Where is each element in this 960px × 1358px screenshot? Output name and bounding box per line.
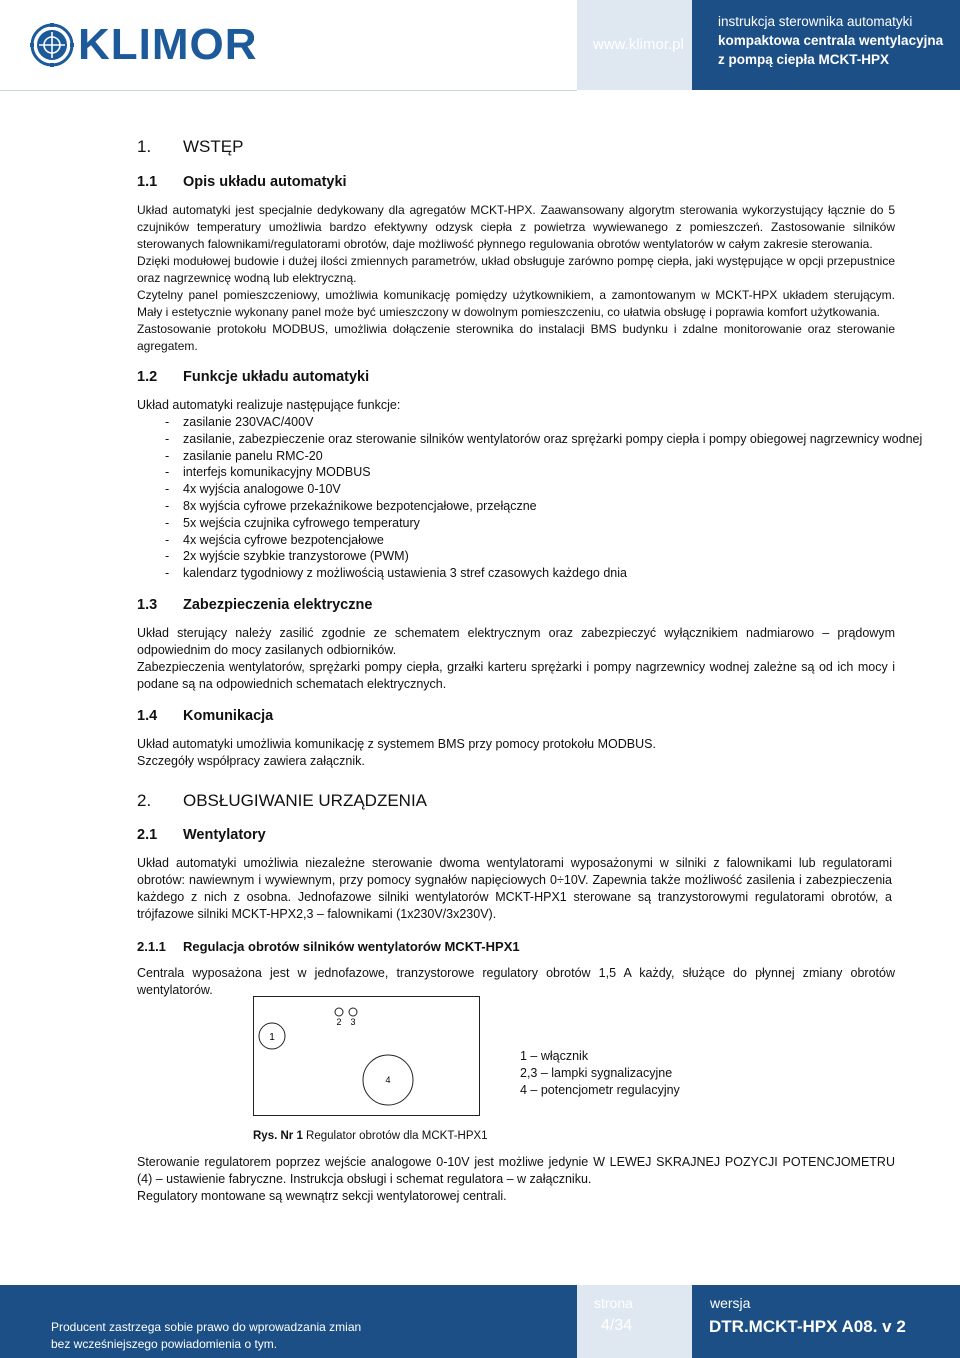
heading-section-1-2 (137, 369, 369, 385)
section-1-1-text (137, 202, 895, 355)
lamp-3-label: 3 (350, 1017, 356, 1027)
heading-section-2 (137, 791, 427, 811)
paragraph: Zabezpieczenia wentylatorów, sprężarki pompy ciepła, grzałki karteru sprężarki i pompy nagrzewnicy wodnej zależne są od ich mocy i podane są na odpowiednich schematach elektrycznych. (137, 660, 895, 691)
figure-caption (253, 1130, 488, 1142)
section-number: 2.1.1 (137, 939, 166, 954)
section-1-2-text (137, 397, 923, 582)
section-title: Regulacja obrotów silników wentylatorów MCKT-HPX1 (183, 939, 520, 954)
section-1-3-text (137, 625, 895, 693)
heading-section-1-4 (137, 708, 273, 724)
heading-section-2-1 (137, 827, 266, 843)
paragraph: Centrala wyposażona jest w jednofazowe, tranzystorowe regulatory obrotów 1,5 A każdy, służące do płynnej zmiany obrotów wentylatorów. (137, 966, 895, 997)
list-item: - 2x wyjście szybkie tranzystorowe (PWM) (137, 548, 895, 565)
section-title: Wentylatory (183, 827, 266, 843)
list-item: - zasilanie 230VAC/400V (137, 414, 895, 431)
paragraph: Sterowanie regulatorem poprzez wejście analogowe 0-10V jest możliwe jedynie W LEWEJ SKRAJNEJ POZYCJI POTENCJOMETRU (4) – ustawienie fabryczne. Instrukcja obsługi i schemat regulatora – w załączniku. (137, 1155, 895, 1186)
paragraph: Układ automatyki jest specjalnie dedykowany dla agregatów MCKT-HPX. Zaawansowany algorytm sterowania wykorzystujący łącznie do 5 czujników temperatury umożliwia bardzo efektywny odzysk ciepła z powietrza wywiewanego z pomieszczeń. Zastosowanie silników sterowanych falownikami/regulatorami obrotów, daje możliwość płynnego regulowania obrotów wentylatorów w całym zakresie sterowania. (137, 203, 895, 251)
website-link[interactable]: www.klimor.pl (593, 36, 684, 53)
lamp-2-circle (335, 1008, 343, 1016)
section-2-1-1-text (137, 1154, 895, 1205)
heading-section-2-1-1 (137, 939, 520, 954)
section-number: 2.1 (137, 827, 158, 843)
version-label: wersja (710, 1295, 751, 1311)
disclaimer-line: bez wcześniejszego powiadomienia o tym. (51, 1337, 278, 1351)
paragraph: Szczegóły współpracy zawiera załącznik. (137, 754, 365, 768)
list-item: - 4x wyjścia analogowe 0-10V (137, 481, 895, 498)
paragraph: Układ automatyki realizuje następujące funkcje: (137, 398, 401, 412)
list-item: - 5x wejścia czujnika cyfrowego temperatury (137, 515, 895, 532)
caption-text: Regulator obrotów dla MCKT-HPX1 (302, 1130, 488, 1142)
legend-item: 2,3 – lampki sygnalizacyjne (520, 1066, 673, 1080)
section-2-1-1-intro (137, 965, 895, 999)
list-item: - 8x wyjścia cyfrowe przekaźnikowe bezpotencjałowe, przełączne (137, 498, 895, 515)
section-title: Komunikacja (183, 708, 274, 724)
page-label: strona (594, 1295, 633, 1311)
paragraph: Układ sterujący należy zasilić zgodnie ze schematem elektrycznym oraz zabezpieczyć wyłącznikiem nadmiarowo – prądowym odpowiednim do mocy zasilanych odbiorników. (137, 626, 895, 657)
header-logo-panel (0, 0, 577, 91)
klimor-logo (30, 22, 258, 68)
section-number: 2. (137, 791, 152, 810)
legend-item: 1 – włącznik (520, 1049, 589, 1063)
section-number: 1.3 (137, 597, 158, 613)
paragraph: Zastosowanie protokołu MODBUS, umożliwia dołączenie sterownika do instalacji BMS budynku i zdalne monitorowanie oraz sterowanie agregatem. (137, 322, 895, 353)
brand-name: KLIMOR (78, 20, 258, 69)
document-title (718, 12, 943, 69)
section-title: Opis układu automatyki (183, 174, 347, 190)
paragraph: Regulatory montowane są wewnątrz sekcji wentylatorowej centrali. (137, 1189, 507, 1203)
page-footer (0, 1285, 960, 1358)
doc-title-line3: z pompą ciepła MCKT-HPX (718, 52, 890, 67)
doc-title-line1: instrukcja sterownika automatyki (718, 14, 913, 29)
list-item: - 4x wejścia cyfrowe bezpotencjałowe (137, 532, 895, 549)
lamp-2-label: 2 (336, 1017, 342, 1027)
heading-section-1 (137, 137, 243, 157)
version-value: DTR.MCKT-HPX A08. v 2 (709, 1317, 906, 1336)
function-list (137, 414, 923, 582)
page-number: 4/34 (601, 1317, 633, 1334)
section-number: 1.4 (137, 708, 158, 724)
section-number: 1.2 (137, 369, 158, 385)
doc-title-line2: kompaktowa centrala wentylacyjna (718, 33, 944, 48)
section-title: WSTĘP (183, 137, 244, 156)
section-title: OBSŁUGIWANIE URZĄDZENIA (183, 791, 428, 810)
paragraph: Dzięki modułowej budowie i dużej ilości zmiennych parametrów, układ obsługuje zarówno pompę ciepła, jaki występujące w opcji przepustnice oraz nagrzewnicę wodną lub elektryczną. (137, 254, 895, 285)
switch-label: 1 (269, 1032, 275, 1043)
list-item: - zasilanie panelu RMC-20 (137, 448, 895, 465)
section-1-4-text (137, 736, 895, 770)
section-number: 1.1 (137, 174, 158, 190)
figure-legend (520, 1048, 680, 1099)
section-2-1-text (137, 855, 892, 923)
paragraph: Układ automatyki umożliwia niezależne sterowanie dwoma wentylatorami wyposażonymi w silniki z falownikami lub regulatorami obrotów: nawiewnym i wywiewnym, przy pomocy sygnałów napięciowych 0÷10V. Zapewnia także możliwość zasilenia i zabezpieczenia każdego z nich z osobna. Jednofazowe silniki wentylatorów MCKT-HPX1 sterowane są tranzystorowymi regulatorami obrotów, a trójfazowe silniki MCKT-HPX2,3 – falownikami (1x230V/3x230V). (137, 856, 892, 921)
regulator-diagram (253, 996, 480, 1116)
legend-item: 4 – potencjometr regulacyjny (520, 1083, 680, 1097)
list-item: - zasilanie, zabezpieczenie oraz sterowanie silników wentylatorów oraz sprężarki pompy ciepła i pompy obiegowej nagrzewnicy wodnej (137, 431, 895, 448)
section-title: Zabezpieczenia elektryczne (183, 597, 373, 613)
list-item: - interfejs komunikacyjny MODBUS (137, 464, 895, 481)
list-item: - kalendarz tygodniowy z możliwością ustawienia 3 stref czasowych każdego dnia (137, 565, 895, 582)
footer-disclaimer (51, 1319, 361, 1353)
section-title: Funkcje układu automatyki (183, 369, 370, 385)
paragraph: Układ automatyki umożliwia komunikację z systemem BMS przy pomocy protokołu MODBUS. (137, 737, 656, 751)
page-header (0, 0, 960, 90)
klimor-emblem-icon (30, 23, 74, 67)
paragraph: Czytelny panel pomieszczeniowy, umożliwia komunikację pomiędzy użytkownikiem, a zamontowanym w MCKT-HPX układem sterującym. Mały i estetycznie wykonany panel może być umieszczony w dowolnym pomieszczeniu, co ułatwia obsługę i poprawia komfort użytkowania. (137, 288, 895, 319)
heading-section-1-1 (137, 174, 347, 190)
heading-section-1-3 (137, 597, 372, 613)
disclaimer-line: Producent zastrzega sobie prawo do wprowadzania zmian (51, 1320, 362, 1334)
lamp-3-circle (349, 1008, 357, 1016)
section-number: 1. (137, 137, 152, 156)
caption-label: Rys. Nr 1 (253, 1130, 303, 1142)
regulator-diagram-drawing (254, 997, 479, 1115)
potentiometer-label: 4 (385, 1075, 391, 1085)
